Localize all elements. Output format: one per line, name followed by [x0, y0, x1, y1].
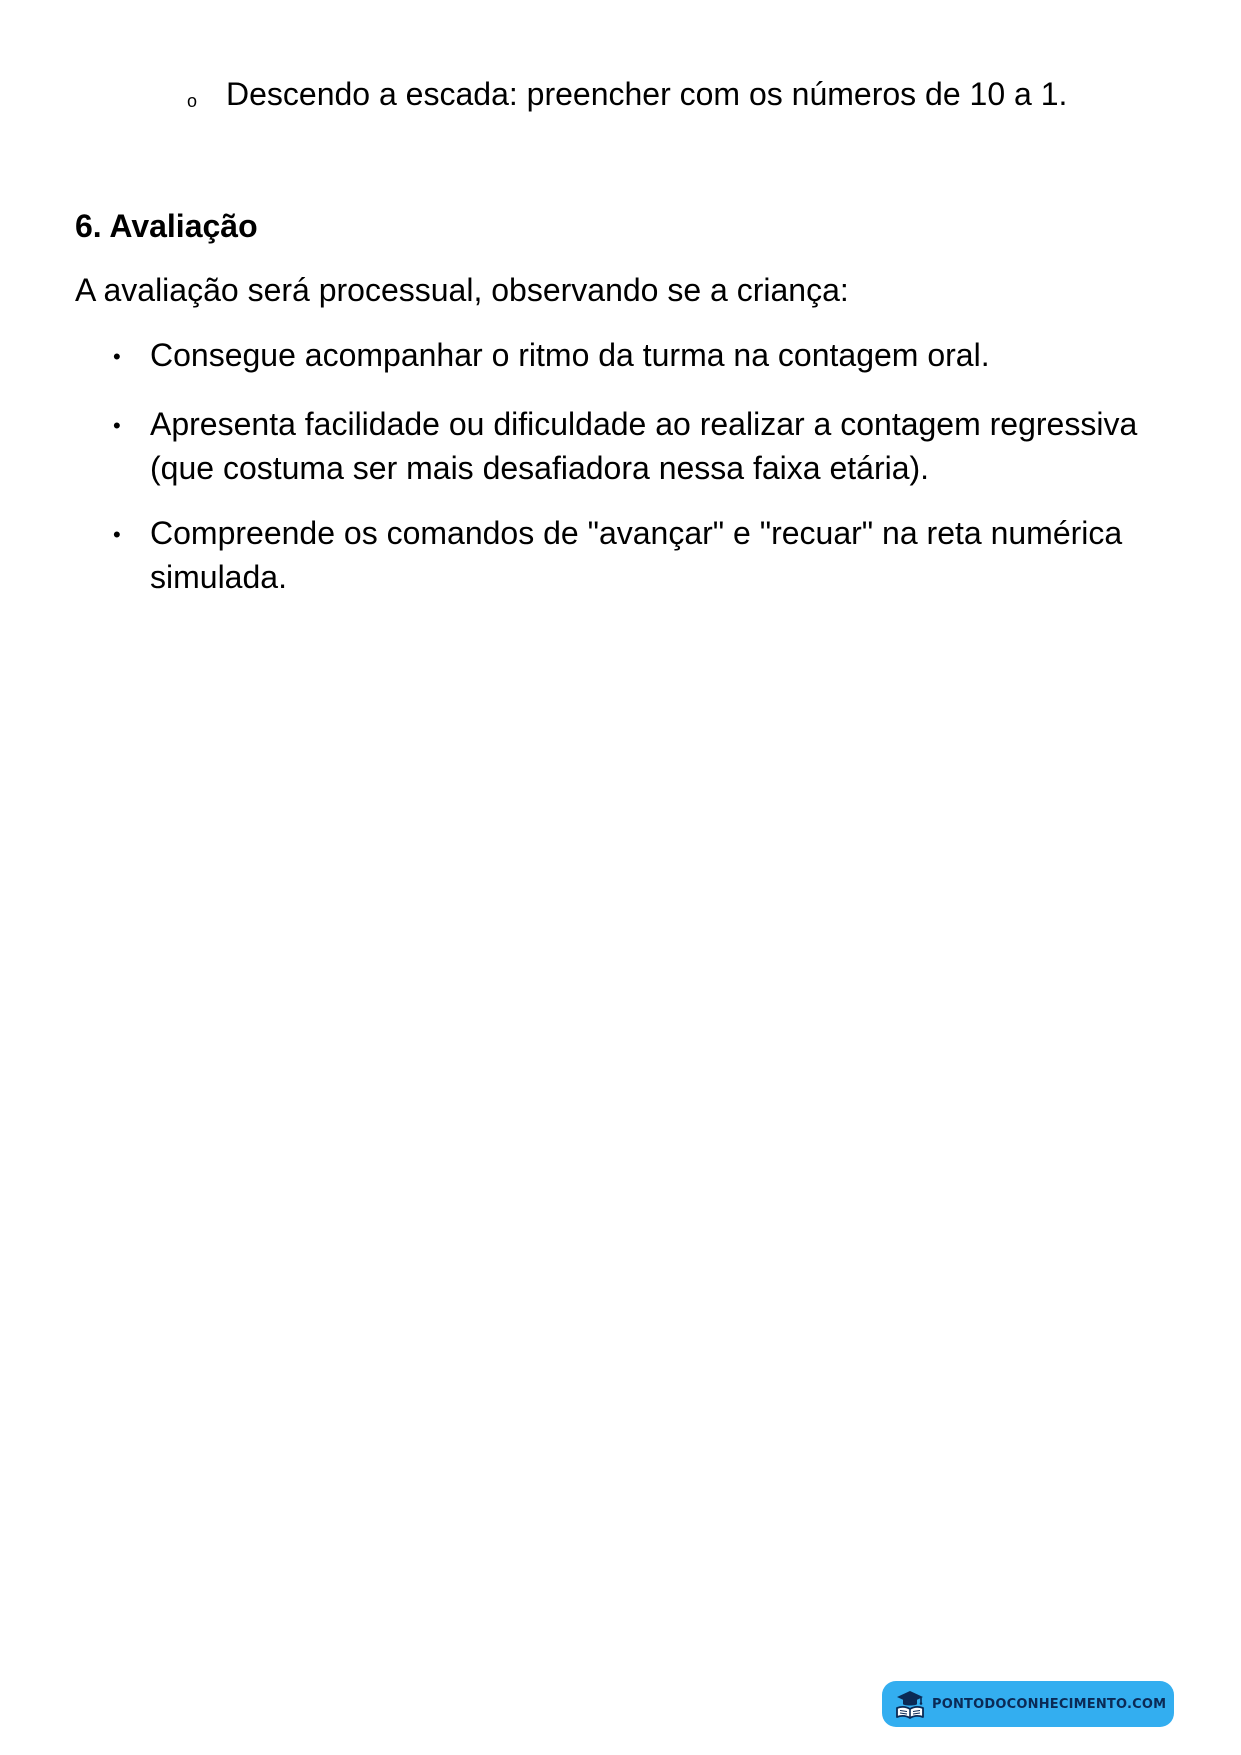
- list-item: [75, 511, 1185, 599]
- list-item-text: Apresenta facilidade ou dificuldade ao realizar a contagem regressiva (que costuma ser mais desafiadora nessa faixa etária).: [150, 406, 1138, 486]
- graduation-cap-book-icon: [894, 1688, 926, 1720]
- sub-list-item: [187, 72, 1187, 121]
- bullet-icon: •: [113, 413, 121, 438]
- intro-paragraph: A avaliação será processual, observando se a criança:: [75, 272, 849, 308]
- list-item-text: Compreende os comandos de "avançar" e "recuar" na reta numérica simulada.: [150, 515, 1123, 595]
- bullet-icon: •: [113, 344, 121, 369]
- evaluation-list: [75, 333, 1185, 620]
- list-item: [75, 402, 1185, 490]
- list-item-text: Consegue acompanhar o ritmo da turma na contagem oral.: [150, 337, 990, 373]
- site-logo-badge[interactable]: [882, 1681, 1174, 1727]
- hollow-bullet-icon: o: [187, 91, 198, 111]
- sub-list-item-text: Descendo a escada: preencher com os números de 10 a 1.: [226, 76, 1068, 112]
- site-logo-text: PONTODOCONHECIMENTO.COM: [932, 1696, 1167, 1712]
- bullet-icon: •: [113, 522, 121, 547]
- list-item: [75, 333, 1185, 381]
- section-heading: 6. Avaliação: [75, 208, 258, 244]
